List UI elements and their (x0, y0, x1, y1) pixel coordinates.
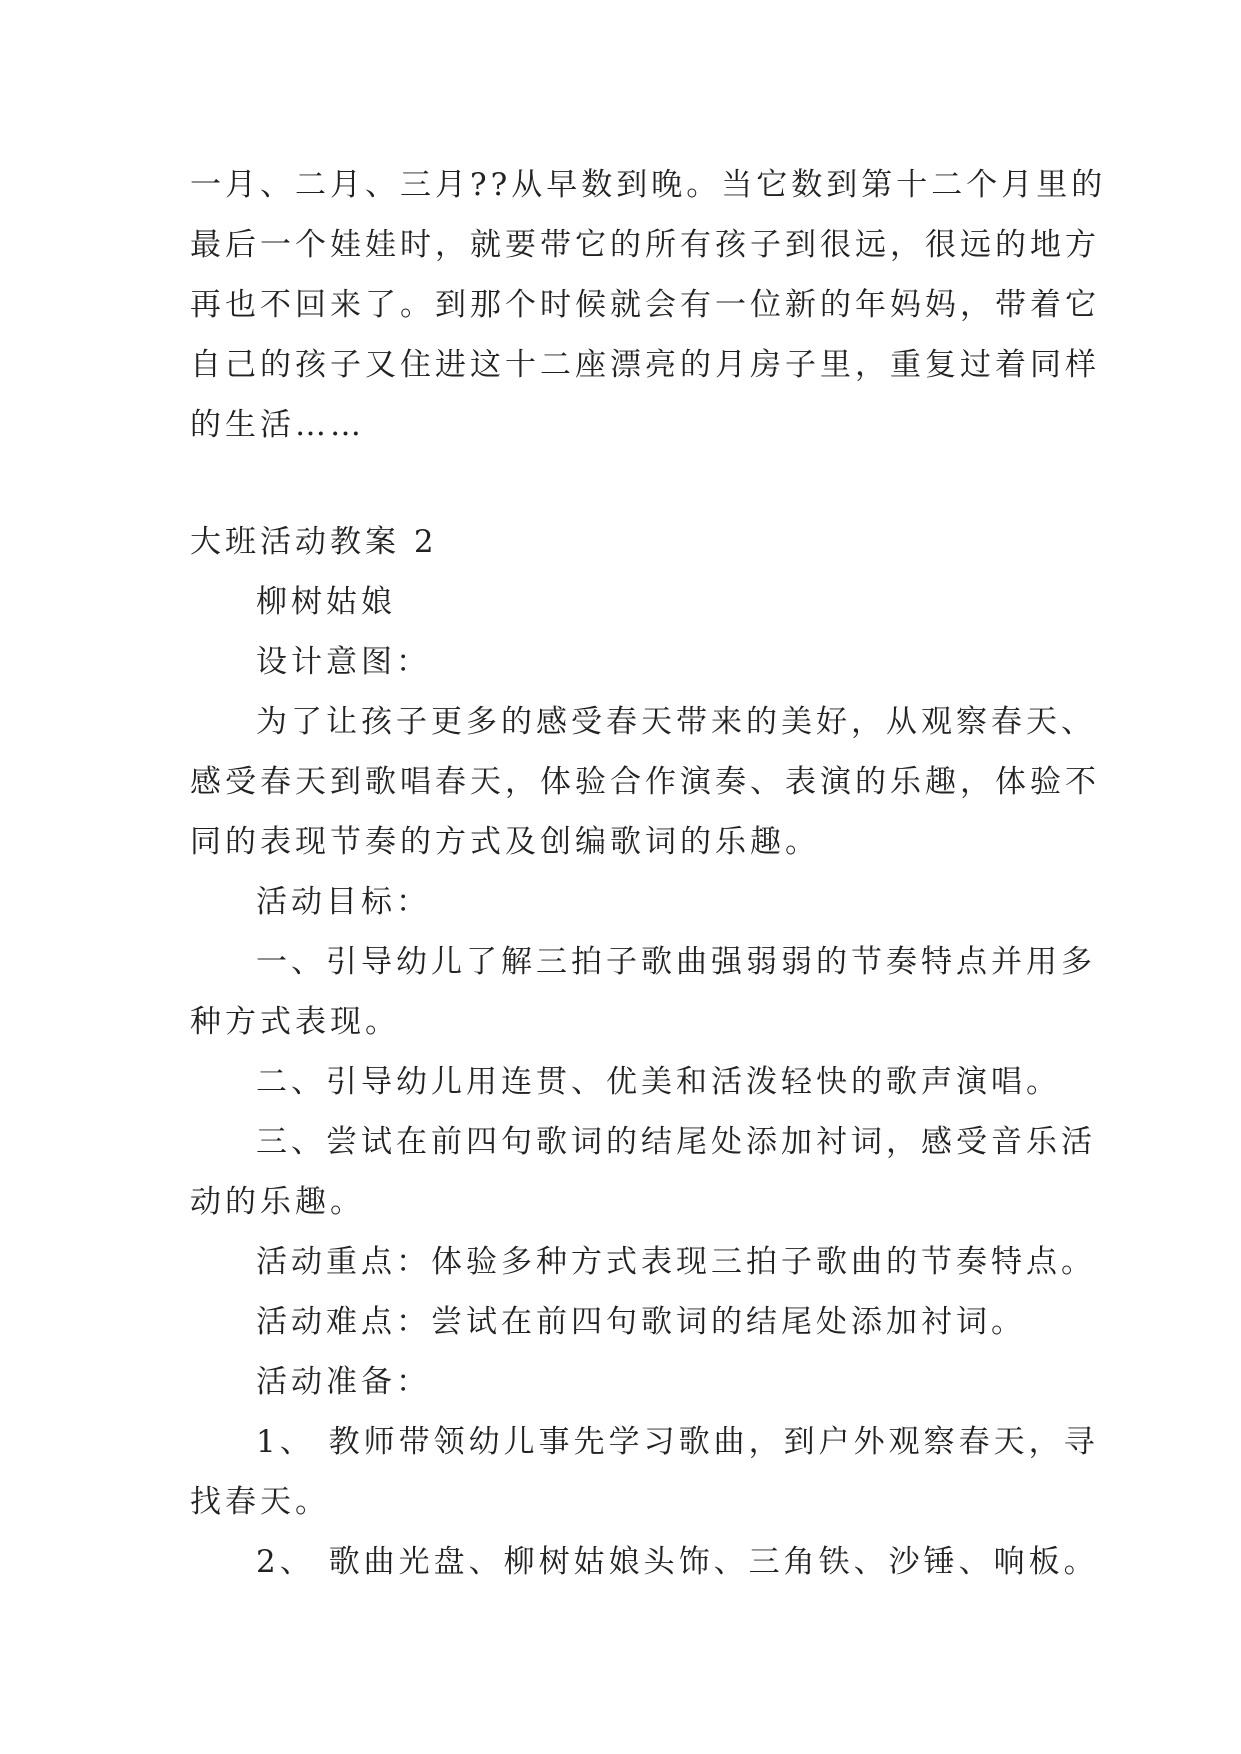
goals-heading: 活动目标： (256, 884, 431, 920)
lesson-title: 柳树姑娘 (256, 584, 396, 620)
intro-line-3: 再也不回来了。到那个时候就会有一位新的年妈妈，带着它 (190, 287, 1100, 323)
key-point: 活动重点：体验多种方式表现三拍子歌曲的节奏特点。 (256, 1244, 1096, 1280)
difficult-point: 活动难点：尝试在前四句歌词的结尾处添加衬词。 (256, 1304, 1026, 1340)
goal-1-line-2: 种方式表现。 (190, 1004, 400, 1040)
design-intent-line-1: 为了让孩子更多的感受春天带来的美好，从观察春天、 (256, 704, 1096, 740)
preparation-heading: 活动准备： (256, 1364, 431, 1400)
design-intent-line-2: 感受春天到歌唱春天，体验合作演奏、表演的乐趣，体验不 (190, 764, 1100, 800)
prep-2: 2、 歌曲光盘、柳树姑娘头饰、三角铁、沙锤、响板。 (256, 1544, 1099, 1580)
prep-1-line-2: 找春天。 (190, 1484, 330, 1520)
intro-line-5: 的生活…… (190, 407, 365, 443)
goal-2: 二、引导幼儿用连贯、优美和活泼轻快的歌声演唱。 (256, 1064, 1061, 1100)
goal-1-line-1: 一、引导幼儿了解三拍子歌曲强弱弱的节奏特点并用多 (256, 944, 1096, 980)
goal-3-line-1: 三、尝试在前四句歌词的结尾处添加衬词，感受音乐活 (256, 1124, 1096, 1160)
design-intent-line-3: 同的表现节奏的方式及创编歌词的乐趣。 (190, 824, 820, 860)
intro-line-1: 一月、二月、三月??从早数到晚。当它数到第十二个月里的 (190, 167, 1107, 203)
design-intent-heading: 设计意图： (256, 644, 431, 680)
prep-1-line-1: 1、 教师带领幼儿事先学习歌曲，到户外观察春天，寻 (256, 1424, 1099, 1460)
goal-3-line-2: 动的乐趣。 (190, 1184, 365, 1220)
intro-line-2: 最后一个娃娃时，就要带它的所有孩子到很远，很远的地方 (190, 227, 1100, 263)
section-title: 大班活动教案 2 (190, 524, 438, 560)
intro-line-4: 自己的孩子又住进这十二座漂亮的月房子里，重复过着同样 (190, 347, 1100, 383)
